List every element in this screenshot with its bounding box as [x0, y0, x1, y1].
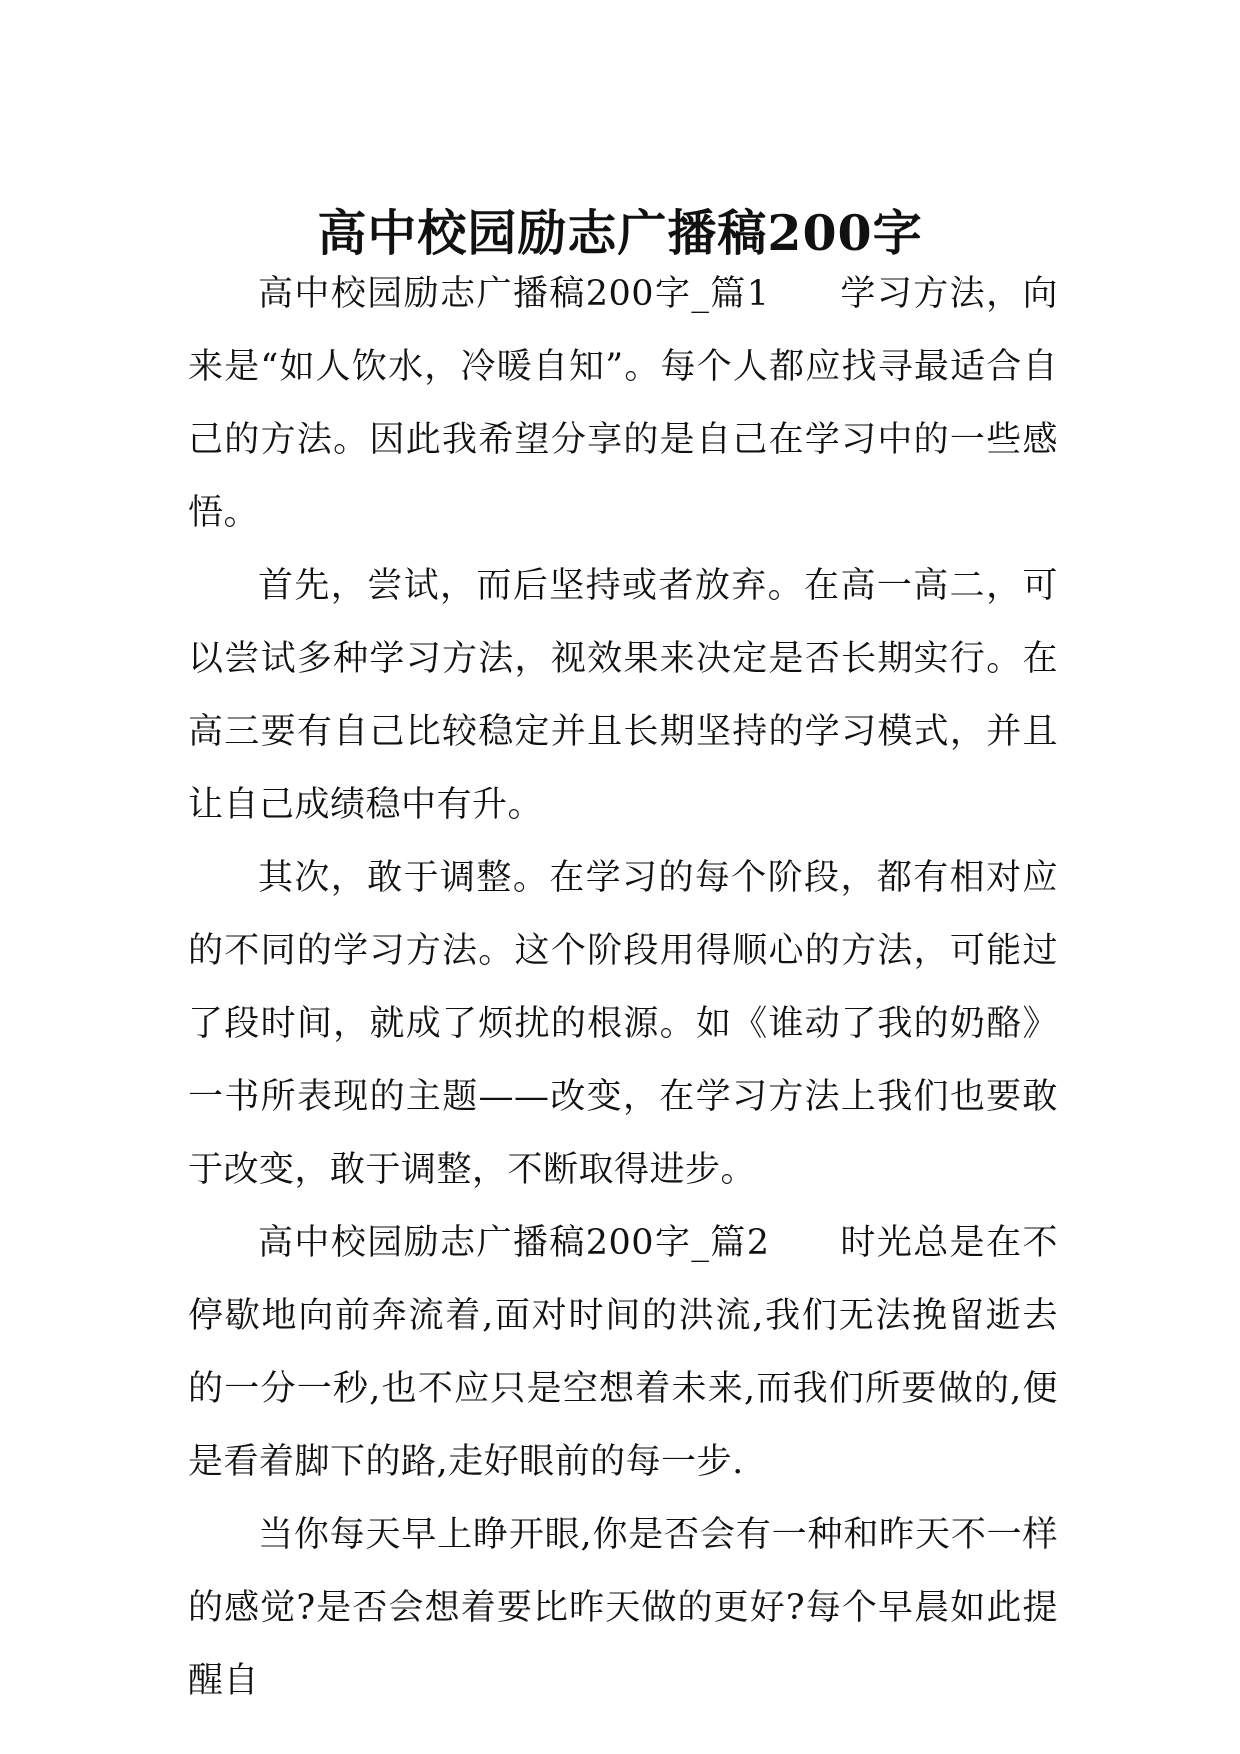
paragraph-1-text: 学习方法，向来是“如人饮水，冷暖自知”。每个人都应找寻最适合自己的方法。因此我希望分享的是自己在学习中的一些感悟。: [188, 274, 1058, 533]
paragraph-1: [188, 258, 1058, 550]
document-body: [188, 258, 1058, 1718]
paragraph-2-text: 首先，尝试，而后坚持或者放弃。在高一高二，可以尝试多种学习方法，视效果来决定是否长期实行。在高三要有自己比较稳定并且长期坚持的学习模式，并且让自己成绩稳中有升。: [188, 566, 1058, 825]
paragraph-4: [188, 1207, 1058, 1499]
document-title: 高中校园励志广播稿200字: [317, 203, 923, 262]
paragraph-4-text: 时光总是在不停歇地向前奔流着,面对时间的洪流,我们无法挽留逝去的一分一秒,也不应只是空想着未来,而我们所要做的,便是看着脚下的路,走好眼前的每一步.: [188, 1223, 1058, 1482]
section-heading-2: 高中校园励志广播稿200字_篇2: [258, 1223, 770, 1263]
section-heading-1: 高中校园励志广播稿200字_篇1: [258, 274, 770, 314]
paragraph-5-text: 当你每天早上睁开眼,你是否会有一种和昨天不一样的感觉?是否会想着要比昨天做的更好?每个早晨如此提醒自: [188, 1515, 1058, 1701]
paragraph-5: [188, 1499, 1058, 1718]
paragraph-3: [188, 842, 1058, 1207]
paragraph-3-text: 其次，敢于调整。在学习的每个阶段，都有相对应的不同的学习方法。这个阶段用得顺心的方法，可能过了段时间，就成了烦扰的根源。如《谁动了我的奶酪》一书所表现的主题——改变，在学习方法上我们也要敢于改变，敢于调整，不断取得进步。: [188, 858, 1058, 1190]
paragraph-2: [188, 550, 1058, 842]
